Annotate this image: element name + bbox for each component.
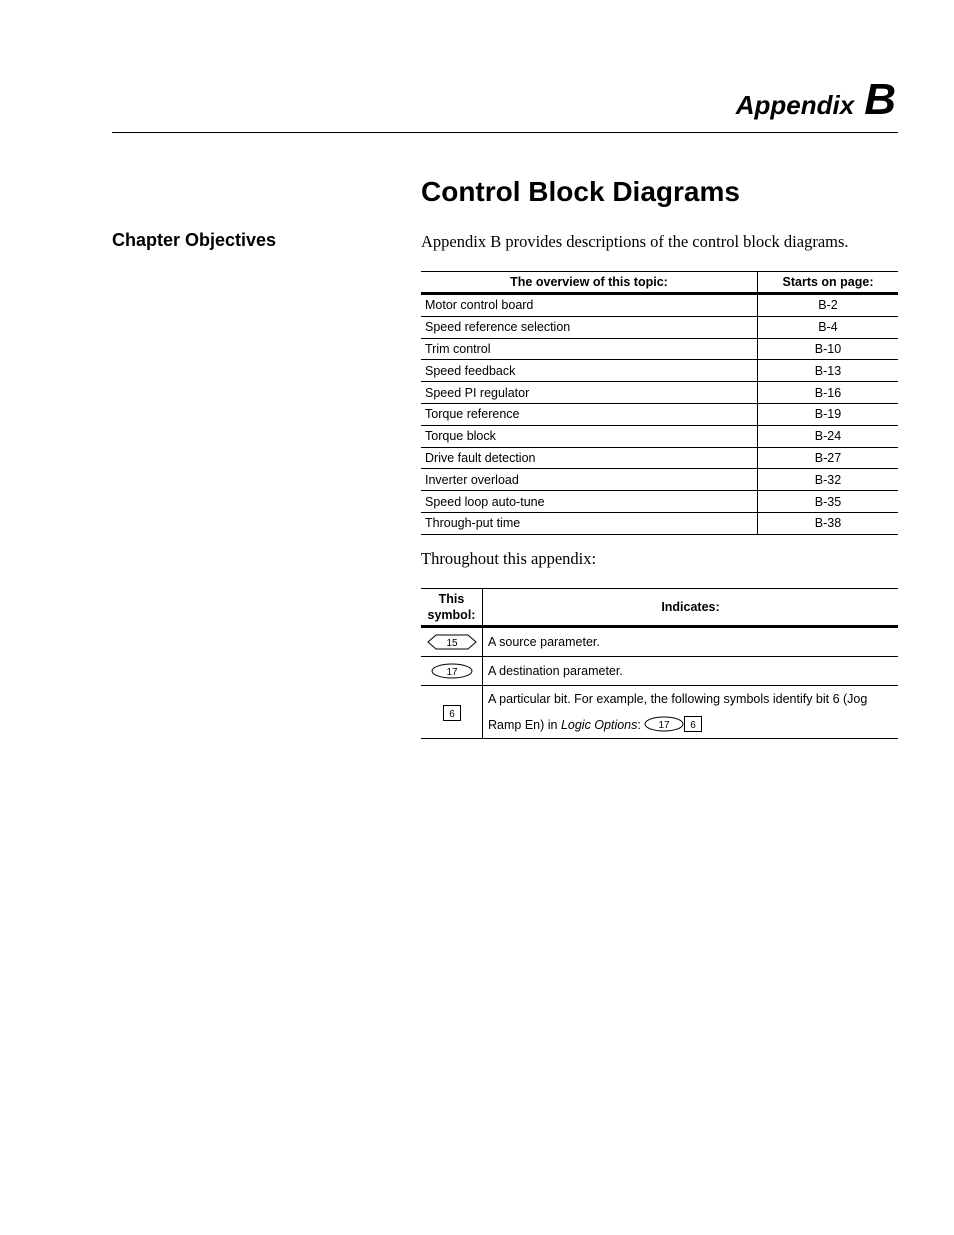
bit-box-icon — [443, 705, 461, 721]
topic-cell: Torque reference — [421, 403, 758, 425]
table-row — [421, 447, 898, 469]
table-row — [421, 686, 898, 739]
table-row — [421, 316, 898, 338]
topic-cell: Motor control board — [421, 294, 758, 317]
symbol-cell — [421, 657, 483, 686]
topic-table — [421, 271, 898, 535]
topic-table-header — [421, 272, 898, 294]
indicates-cell: A source parameter. — [483, 627, 899, 657]
page-cell: B-27 — [758, 447, 899, 469]
example-param-value: 17 — [658, 720, 670, 731]
table-row — [421, 425, 898, 447]
source-parameter-hexagon-icon — [427, 634, 477, 650]
col-topic-header: The overview of this topic: — [421, 272, 758, 294]
table-row — [421, 657, 898, 686]
page-cell: B-24 — [758, 425, 899, 447]
page-cell: B-16 — [758, 382, 899, 404]
example-oval-icon — [644, 716, 684, 732]
example-bit-value: 6 — [690, 720, 697, 731]
bit-description-suffix: : — [637, 718, 641, 732]
hexagon-value: 15 — [445, 638, 458, 649]
col-symbol-header — [421, 589, 483, 627]
table-row — [421, 382, 898, 404]
page-cell: B-35 — [758, 491, 899, 513]
page-cell: B-4 — [758, 316, 899, 338]
topic-cell: Inverter overload — [421, 469, 758, 491]
indicates-cell — [483, 686, 899, 739]
indicates-cell: A destination parameter. — [483, 657, 899, 686]
col-symbol-header-line2: symbol: — [427, 608, 476, 622]
appendix-word: Appendix — [735, 90, 855, 120]
page-header — [112, 70, 898, 133]
oval-value: 17 — [445, 667, 458, 678]
page-cell: B-2 — [758, 294, 899, 317]
page-title: Control Block Diagrams — [421, 176, 740, 207]
throughout-text: Throughout this appendix: — [421, 549, 597, 568]
page-cell: B-38 — [758, 512, 899, 534]
bit-value: 6 — [448, 708, 455, 720]
table-row — [421, 403, 898, 425]
table-row — [421, 338, 898, 360]
table-row — [421, 360, 898, 382]
page-cell: B-32 — [758, 469, 899, 491]
topic-cell: Speed feedback — [421, 360, 758, 382]
side-heading: Chapter Objectives — [112, 230, 277, 250]
topic-cell: Speed PI regulator — [421, 382, 758, 404]
appendix-letter: B — [864, 75, 896, 124]
col-page-header: Starts on page: — [758, 272, 899, 294]
logic-options-term: Logic Options — [560, 718, 638, 732]
topic-cell: Trim control — [421, 338, 758, 360]
page-cell: B-19 — [758, 403, 899, 425]
table-row — [421, 469, 898, 491]
example-bit-box-icon — [684, 716, 702, 732]
destination-parameter-oval-icon — [431, 663, 473, 679]
symbol-table — [421, 588, 898, 739]
topic-cell: Through-put time — [421, 512, 758, 534]
table-row — [421, 512, 898, 534]
page-cell: B-13 — [758, 360, 899, 382]
symbol-cell — [421, 686, 483, 739]
page-cell: B-10 — [758, 338, 899, 360]
appendix-label — [735, 75, 896, 124]
bit-description: A particular bit. For example, the following symbols identify bit 6 (Jog Ramp En) in — [488, 692, 868, 732]
table-row — [421, 627, 898, 657]
symbol-cell — [421, 627, 483, 657]
col-indicates-header: Indicates: — [483, 589, 899, 627]
col-symbol-header-line1: This — [438, 592, 465, 606]
topic-cell: Torque block — [421, 425, 758, 447]
topic-cell: Speed reference selection — [421, 316, 758, 338]
table-row — [421, 491, 898, 513]
topic-cell: Speed loop auto-tune — [421, 491, 758, 513]
table-row — [421, 294, 898, 317]
intro-text: Appendix B provides descriptions of the control block diagrams. — [421, 232, 849, 251]
symbol-table-header — [421, 589, 898, 627]
topic-cell: Drive fault detection — [421, 447, 758, 469]
